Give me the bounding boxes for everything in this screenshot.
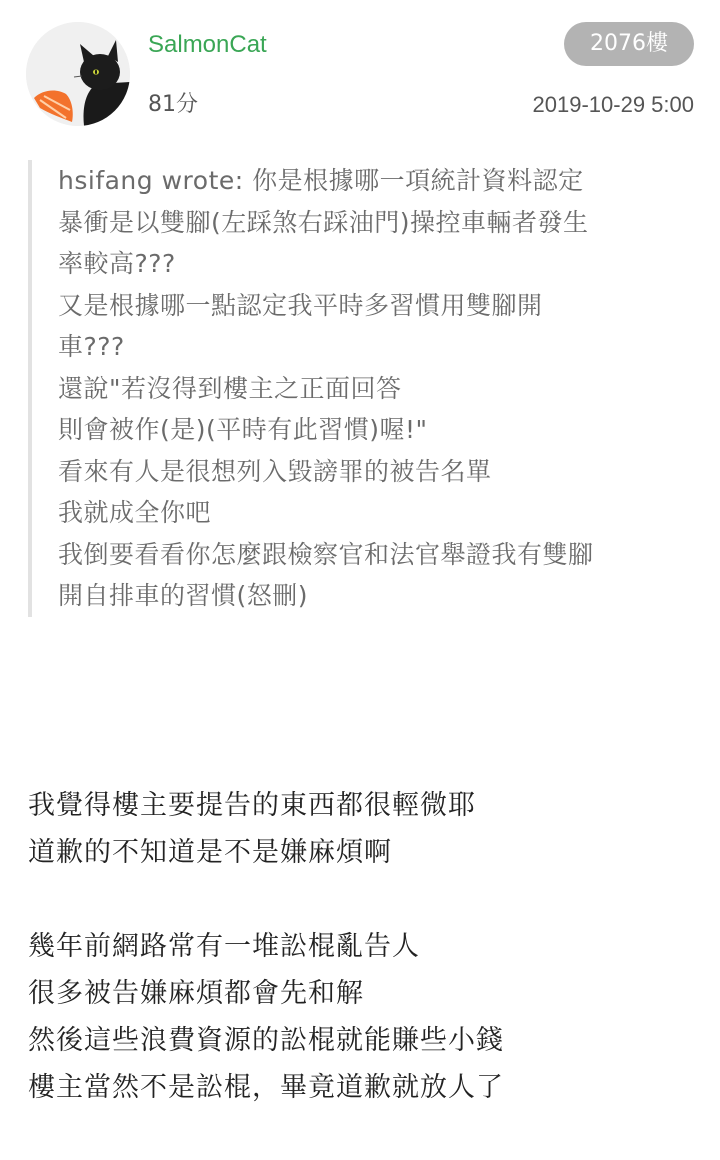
user-avatar[interactable]	[26, 22, 130, 126]
floor-number-badge[interactable]: 2076樓	[564, 22, 694, 66]
quote-line: 車???	[58, 332, 125, 361]
quote-line: 暴衝是以雙腳(左踩煞右踩油門)操控車輛者發生	[58, 207, 589, 237]
body-line: 然後這些浪費資源的訟棍就能賺些小錢	[28, 1025, 504, 1056]
body-blank-line	[28, 876, 698, 923]
body-line: 幾年前網路常有一堆訟棍亂告人	[28, 931, 420, 962]
post-timestamp: 2019-10-29 5:00	[532, 92, 694, 117]
quote-line: 我倒要看看你怎麼跟檢察官和法官舉證我有雙腳	[58, 539, 594, 569]
quote-line: 還說"若沒得到樓主之正面回答	[58, 373, 402, 403]
body-line: 樓主當然不是訟棍，畢竟道歉就放人了	[28, 1072, 504, 1103]
quote-line: 我就成全你吧	[58, 498, 212, 527]
quoted-reply	[28, 160, 694, 617]
post-body	[28, 782, 698, 1111]
body-line: 我覺得樓主要提告的東西都很輕微耶	[28, 790, 476, 821]
username[interactable]: SalmonCat	[148, 31, 267, 58]
body-line: 很多被告嫌麻煩都會先和解	[28, 978, 364, 1009]
quote-line: 看來有人是很想列入毀謗罪的被告名單	[58, 456, 492, 486]
quote-line: 又是根據哪一點認定我平時多習慣用雙腳開	[58, 290, 543, 320]
quote-line: 開自排車的習慣(怒刪)	[58, 581, 309, 610]
quote-line: hsifang wrote: 你是根據哪一項統計資料認定	[58, 166, 584, 195]
quote-line: 則會被作(是)(平時有此習慣)喔!"	[58, 415, 428, 444]
quote-line: 率較高???	[58, 249, 176, 278]
body-line: 道歉的不知道是不是嫌麻煩啊	[28, 837, 392, 868]
user-score: 81分	[148, 92, 198, 117]
black-cat-avatar-icon	[26, 22, 130, 126]
